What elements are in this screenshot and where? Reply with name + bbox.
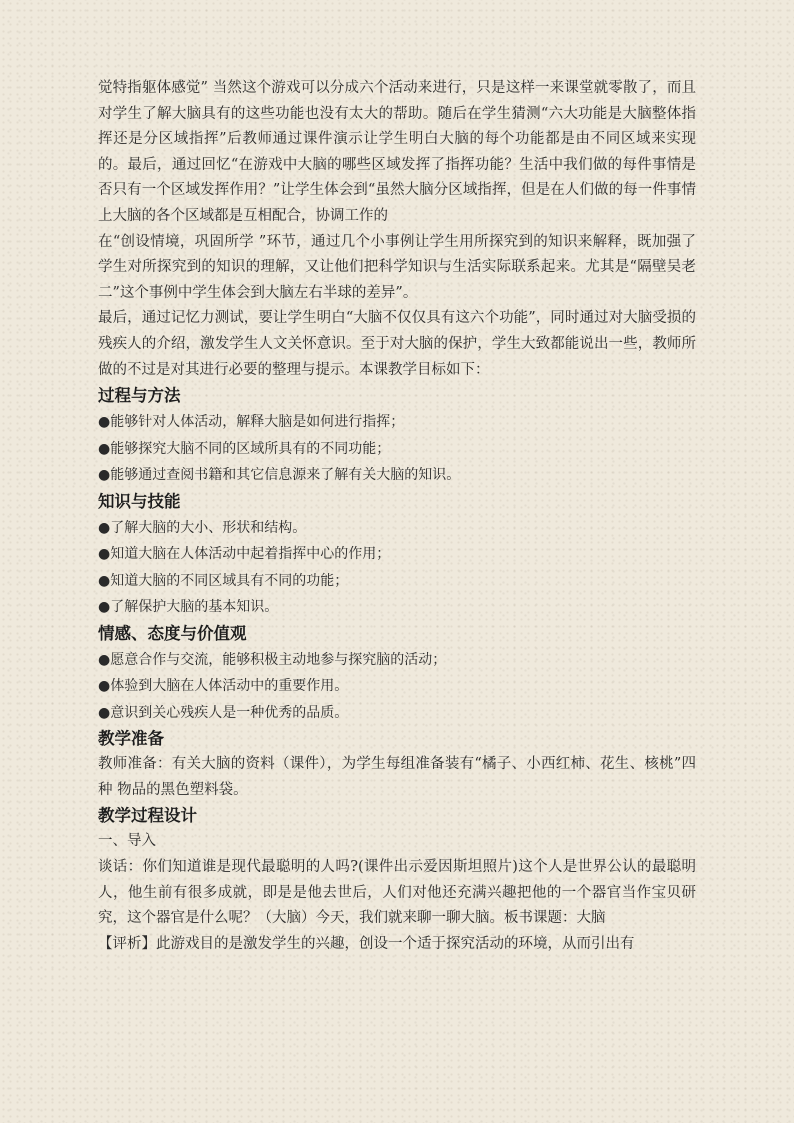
list-item: ●体验到大脑在人体活动中的重要作用。	[98, 678, 349, 695]
subheading-intro: 一、导入	[98, 833, 156, 850]
heading-emotion-values: 情感、态度与价值观	[98, 623, 247, 643]
preparation-text: 教师准备：有关大脑的资料（课件），为学生每组准备装有“橘子、小西红柿、花生、核桃”四种 物品的黑色塑料袋。	[98, 756, 696, 798]
comment-paragraph: 【评析】此游戏目的是激发学生的兴趣，创设一个适于探究活动的环境，从而引出有	[98, 935, 635, 952]
list-item: ●了解大脑的大小、形状和结构。	[98, 519, 307, 536]
document-body	[98, 76, 696, 957]
intro-paragraph-2: 在“创设情境，巩固所学 ”环节，通过几个小事例让学生用所探究到的知识来解释，既加强了学生对所探究到的知识的理解，又让他们把科学知识与生活实际联系起来。尤其是“隔壁吴老二”这个事例中学生体会到大脑左右半球的差异”。	[98, 233, 696, 301]
intro-paragraph-1: 觉特指躯体感觉” 当然这个游戏可以分成六个活动来进行，只是这样一来课堂就零散了，而且对学生了解大脑具有的这些功能也没有太大的帮助。随后在学生猜测“六大功能是大脑整体指挥还是分区域指挥”后教师通过课件演示让学生明白大脑的每个功能都是由不同区域来实现的。最后，通过回忆“在游戏中大脑的哪些区域发挥了指挥功能？生活中我们做的每件事情是否只有一个区域发挥作用？”让学生体会到“虽然大脑分区域指挥，但是在人们做的每一件事情上大脑的各个区域都是互相配合，协调工作的	[98, 80, 696, 224]
talk-paragraph: 谈话：你们知道谁是现代最聪明的人吗?(课件出示爱因斯坦照片)这个人是世界公认的最聪明人，他生前有很多成就，即是是他去世后，人们对他还充满兴趣把他的一个器官当作宝贝研究，这个器官是什么呢？（大脑）今天，我们就来聊一聊大脑。板书课题：大脑	[98, 858, 696, 927]
list-item: ●能够通过查阅书籍和其它信息源来了解有关大脑的知识。	[98, 467, 461, 484]
intro-paragraph-3: 最后，通过记忆力测试，要让学生明白“大脑不仅仅具有这六个功能”，同时通过对大脑受损的残疾人的介绍，激发学生人文关怀意识。至于对大脑的保护，学生大致都能说出一些，教师所做的不过是对其进行必要的整理与提示。本课教学目标如下：	[98, 310, 696, 378]
list-item: ●知道大脑在人体活动中起着指挥中心的作用；	[98, 546, 391, 563]
heading-knowledge-skills: 知识与技能	[98, 491, 181, 511]
list-item: ●能够探究大脑不同的区域所具有的不同功能；	[98, 440, 391, 457]
list-item: ●了解保护大脑的基本知识。	[98, 599, 279, 616]
heading-preparation: 教学准备	[98, 729, 164, 749]
list-item: ●意识到关心残疾人是一种优秀的品质。	[98, 704, 349, 721]
list-item: ●知道大脑的不同区域具有不同的功能；	[98, 572, 349, 589]
heading-process-design: 教学过程设计	[98, 806, 197, 826]
heading-process-method: 过程与方法	[98, 386, 181, 406]
list-item: ●愿意合作与交流，能够积极主动地参与探究脑的活动；	[98, 651, 447, 668]
list-item: ●能够针对人体活动，解释大脑是如何进行指挥；	[98, 414, 405, 431]
